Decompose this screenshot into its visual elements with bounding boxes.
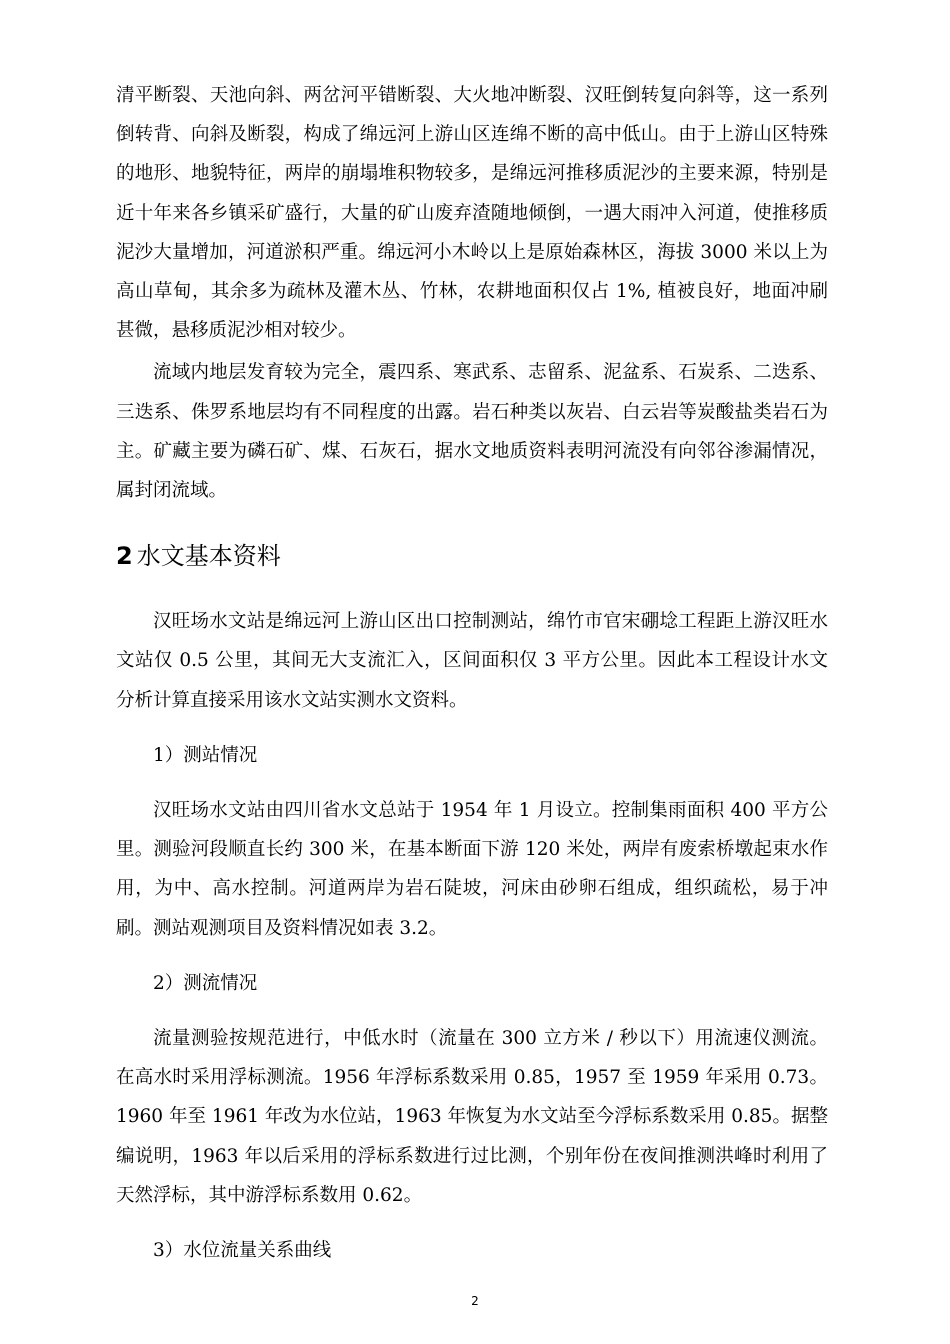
body-paragraph-strata: 流域内地层发育较为完全，震四系、寒武系、志留系、泥盆系、石炭系、二迭系、三迭系、侏罗系地层均有不同程度的出露。岩石种类以灰岩、白云岩等炭酸盐类岩石为主。矿藏主要为磷石矿、煤、石灰石，据水文地质资料表明河流没有向邻谷渗漏情况，属封闭流域。 <box>116 362 828 502</box>
subsection-paragraph-station: 汉旺场水文站由四川省水文总站于 1954 年 1 月设立。控制集雨面积 400 平方公里。测验河段顺直长约 300 米，在基本断面下游 120 米处，两岸有废索桥墩起束水作用，为中、高水控制。河道两岸为岩石陡坡，河床由砂卵石组成，组织疏松，易于冲刷。测站观测项目及资料情况如表 3.2。 <box>116 800 828 939</box>
section-intro-paragraph: 汉旺场水文站是绵远河上游山区出口控制测站，绵竹市官宋硼埝工程距上游汉旺水文站仅 0.5 公里，其间无大支流汇入，区间面积仅 3 平方公里。因此本工程设计水文分析计算直接采用该水文站实测水文资料。 <box>116 611 828 711</box>
page-content <box>116 76 828 1286</box>
subsection-paragraph-flow-measurement: 流量测验按规范进行，中低水时（流量在 300 立方米 / 秒以下）用流速仪测流。在高水时采用浮标测流。1956 年浮标系数采用 0.85，1957 至 1959 年采用 0.73。1960 年至 1961 年改为水位站，1963 年恢复为水文站至今浮标系数采用 0.85。据整编说明，1963 年以后采用的浮标系数进行过比测，个别年份在夜间推测洪峰时利用了天然浮标，其中游浮标系数用 0.62。 <box>116 1028 828 1206</box>
subsection-heading-station: 1）测站情况 <box>153 744 258 766</box>
section-title: 水文基本资料 <box>136 542 281 571</box>
page-number: 2 <box>471 1294 479 1308</box>
section-heading <box>116 536 828 576</box>
subsection-heading-flow-measurement: 2）测流情况 <box>153 972 258 994</box>
subsection-heading-rating-curve: 3）水位流量关系曲线 <box>153 1240 332 1262</box>
body-paragraph-continued: 清平断裂、天池向斜、两岔河平错断裂、大火地冲断裂、汉旺倒转复向斜等，这一系列倒转背、向斜及断裂，构成了绵远河上游山区连绵不断的高中低山。由于上游山区特殊的地形、地貌特征，两岸的崩塌堆积物较多，是绵远河推移质泥沙的主要来源，特别是近十年来各乡镇采矿盛行，大量的矿山废弃渣随地倾倒，一遇大雨冲入河道，使推移质泥沙大量增加，河道淤积严重。绵远河小木岭以上是原始森林区，海拔 3000 米以上为高山草甸，其余多为疏林及灌木丛、竹林，农耕地面积仅占 1%, 植被良好，地面冲刷甚微，悬移质泥沙相对较少。 <box>116 85 828 342</box>
section-number: 2 <box>116 542 133 571</box>
